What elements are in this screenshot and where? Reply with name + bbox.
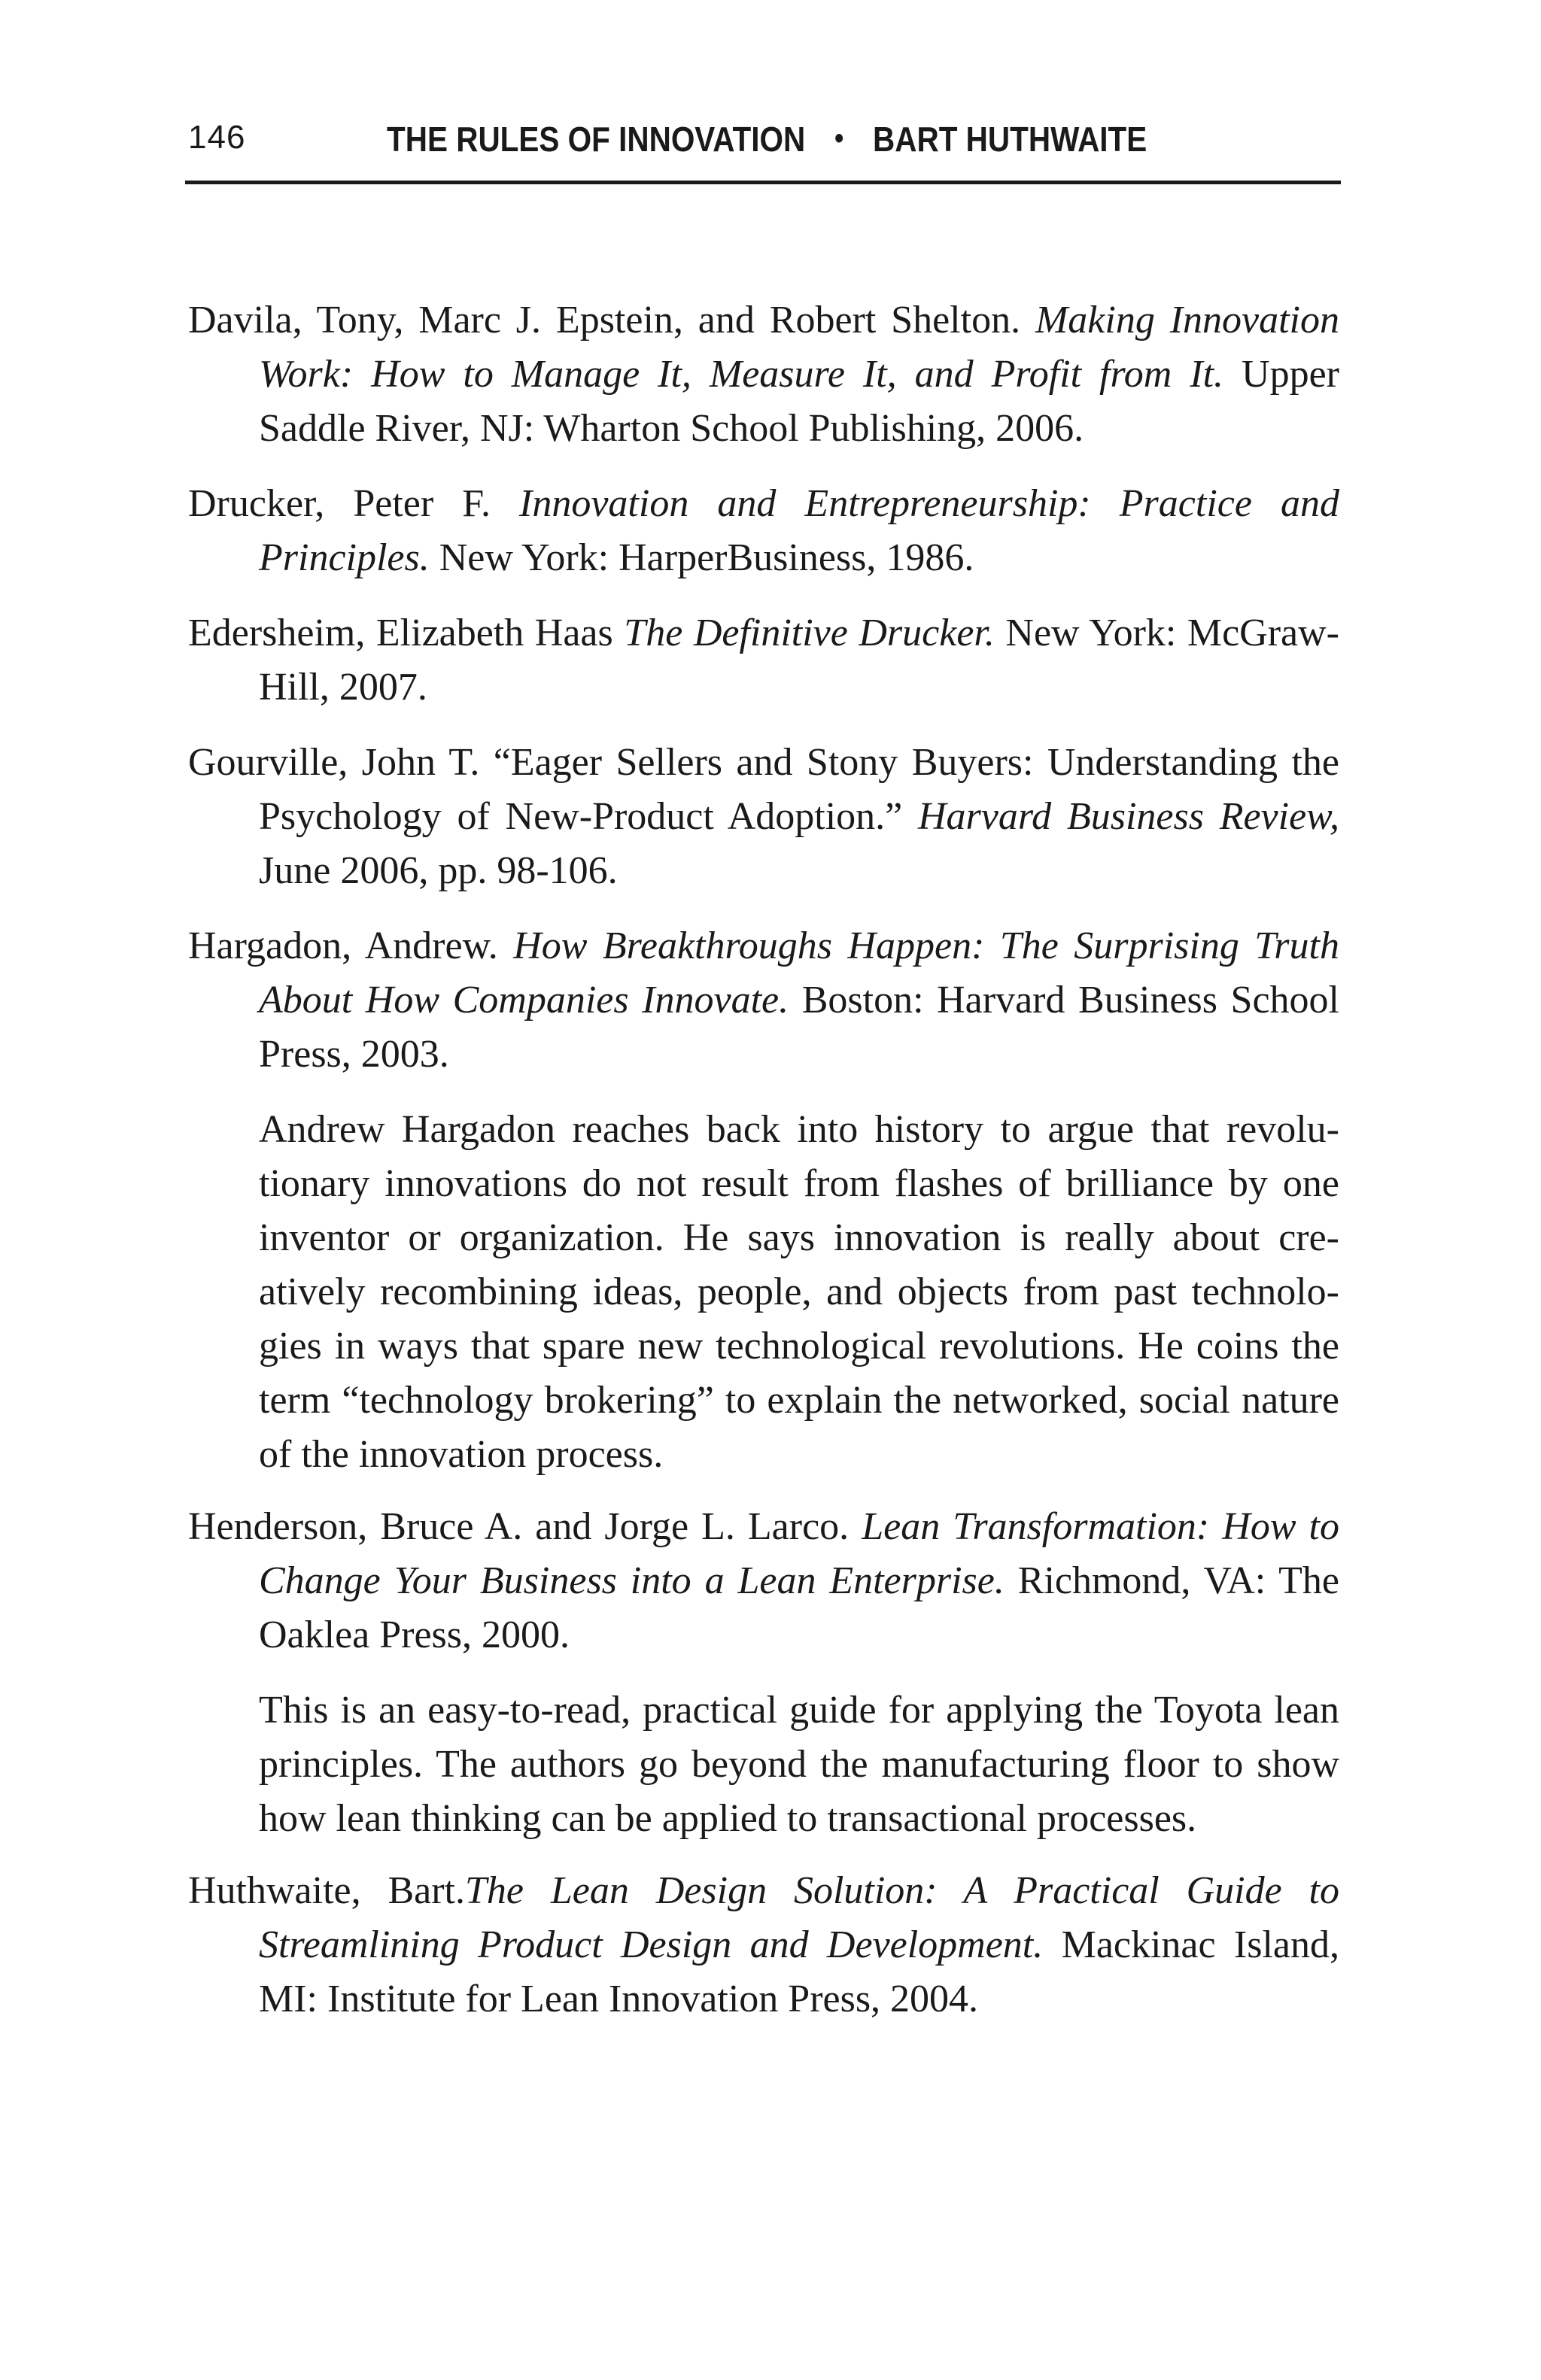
book-title: THE RULES OF INNOVATION bbox=[387, 120, 806, 159]
author-name: BART HUTHWAITE bbox=[873, 120, 1147, 159]
reference-title: Lean Transformation: How to Change Your Business into a Lean Enterprise. bbox=[259, 1505, 1340, 1602]
reference-entry-henderson bbox=[188, 1500, 1339, 1662]
title-separator: • bbox=[834, 122, 844, 155]
reference-title: The Definitive Drucker. bbox=[624, 612, 995, 654]
reference-title: Making Innovation Work: How to Manage It, Measure It, and Profit from It. bbox=[259, 299, 1339, 396]
running-header bbox=[185, 113, 1341, 184]
reference-publication: New York: McGraw-Hill, 2007. bbox=[259, 612, 1339, 709]
reference-annotation-hargadon: Andrew Hargadon reaches back into history to argue that revolutionary innovations do not result from flashes of brilliance by one inventor or organization. He says innovation is really about creatively recombining ideas, people, and objects from past technologies in ways that spare new technological revolutions. He coins the term “technology brokering” to explain the networked, social nature of the innovation process. bbox=[259, 1108, 1339, 1476]
running-title bbox=[387, 119, 1147, 159]
reference-author: Henderson, Bruce A. and Jorge L. Larco. bbox=[188, 1505, 862, 1548]
bibliography bbox=[188, 293, 1339, 2048]
reference-entry-edersheim bbox=[188, 606, 1339, 715]
reference-entry-hargadon bbox=[188, 919, 1339, 1082]
reference-publication: Boston: Harvard Business School Press, 2003. bbox=[259, 979, 1340, 1076]
reference-entry-huthwaite bbox=[188, 1864, 1339, 2026]
reference-publication: Upper Saddle River, NJ: Wharton School Publishing, 2006. bbox=[259, 353, 1339, 450]
reference-publication: New York: HarperBusiness, 1986. bbox=[429, 536, 974, 579]
reference-author: Davila, Tony, Marc J. Epstein, and Robert Shelton. bbox=[188, 299, 1035, 342]
reference-author: Hargadon, Andrew. bbox=[188, 924, 514, 967]
reference-author: Gourville, John T. “Eager Sellers and Stony Buyers: Understanding the Psychology of New-Product Adoption.” bbox=[188, 741, 1339, 838]
reference-author: Drucker, Peter F. bbox=[188, 482, 520, 525]
reference-title: Harvard Business Review, bbox=[918, 795, 1339, 838]
reference-publication: Mackinac Island, MI: Institute for Lean Innovation Press, 2004. bbox=[259, 1923, 1339, 2020]
reference-author: Huthwaite, Bart. bbox=[188, 1869, 466, 1912]
reference-entry-gourville bbox=[188, 736, 1339, 898]
reference-author: Edersheim, Elizabeth Haas bbox=[188, 612, 625, 654]
reference-title: Innovation and Entrepreneurship: Practice and Principles. bbox=[259, 482, 1339, 579]
reference-title: How Breakthroughs Happen: The Surprising Truth About How Companies Innovate. bbox=[259, 924, 1339, 1022]
reference-publication: Richmond, VA: The Oaklea Press, 2000. bbox=[259, 1559, 1339, 1656]
page-number: 146 bbox=[188, 119, 246, 156]
reference-entry-drucker bbox=[188, 477, 1339, 585]
reference-publication: June 2006, pp. 98-106. bbox=[259, 849, 618, 892]
reference-annotation-henderson: This is an easy-to-read, practical guide for applying the Toyota lean principles. The authors go beyond the manufacturing floor to show how lean thinking can be applied to transactional processes. bbox=[259, 1689, 1339, 1840]
reference-entry-davila bbox=[188, 293, 1339, 456]
reference-title: The Lean Design Solution: A Practical Guide to Streamlining Product Design and Development. bbox=[259, 1869, 1340, 1966]
